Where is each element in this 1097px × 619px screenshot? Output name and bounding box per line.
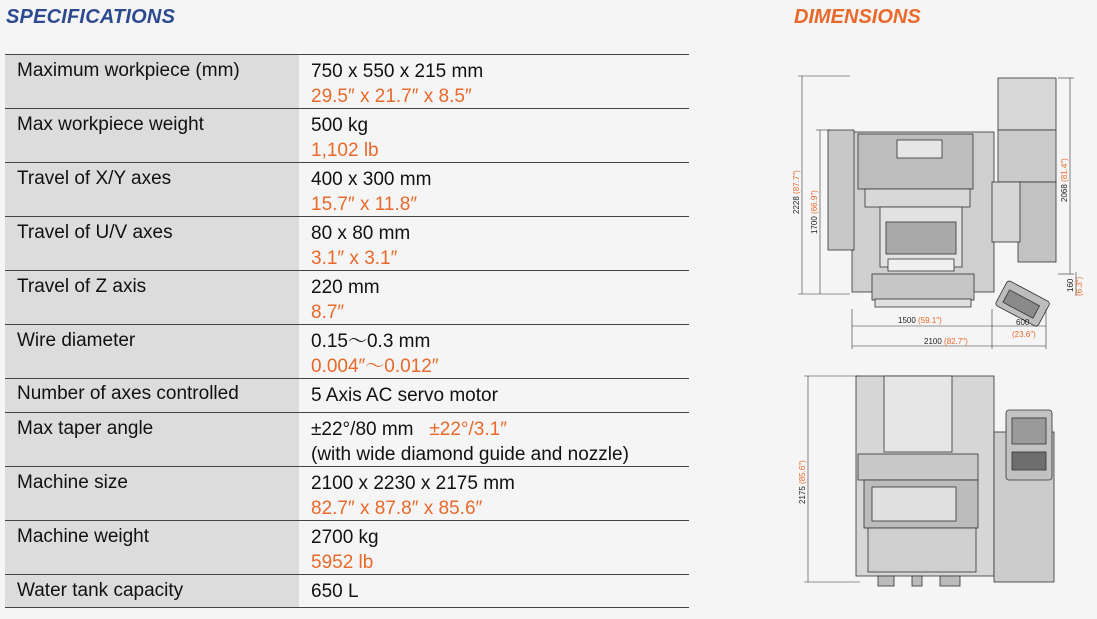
spec-value	[299, 163, 689, 216]
dimensions-title: DIMENSIONS	[794, 6, 921, 28]
table-row	[5, 521, 689, 575]
metric-value: 650 L	[311, 581, 359, 602]
spec-value	[299, 379, 689, 412]
metric-value: 750 x 550 x 215 mm	[311, 61, 484, 82]
metric-value: ±22°/80 mm	[311, 419, 414, 440]
spec-label: Machine size	[5, 467, 299, 520]
spec-value	[299, 413, 689, 466]
spec-value	[299, 467, 689, 520]
dim-height-body: 1700 (66.9″)	[810, 190, 819, 234]
metric-value: 220 mm	[311, 277, 380, 298]
imperial-value: 5952 lb	[311, 552, 374, 573]
specifications-title: SPECIFICATIONS	[6, 6, 176, 28]
imperial-value: 15.7″ x 11.8″	[311, 194, 418, 215]
machine-front-view-drawing	[780, 372, 1070, 592]
spec-value	[299, 325, 689, 378]
spec-label: Number of axes controlled	[5, 379, 299, 412]
dim-width-console-in: (23.6″)	[1012, 330, 1036, 339]
spec-label: Water tank capacity	[5, 575, 299, 607]
table-row	[5, 413, 689, 467]
table-row	[5, 325, 689, 379]
imperial-value: 8.7″	[311, 302, 345, 323]
table-row	[5, 217, 689, 271]
dim-height-right: 2068 (81.4″)	[1060, 158, 1069, 202]
metric-value: 0.15～0.3 mm	[311, 331, 431, 352]
spec-label: Max taper angle	[5, 413, 299, 466]
machine-top-view-drawing	[780, 74, 1084, 354]
spec-label: Maximum workpiece (mm)	[5, 55, 299, 108]
spec-label: Travel of U/V axes	[5, 217, 299, 270]
dim-width-total: 2100 (82.7″)	[924, 337, 968, 346]
spec-value	[299, 217, 689, 270]
imperial-value: ±22°/3.1″	[429, 419, 507, 440]
spec-value	[299, 575, 689, 607]
dim-front-height-total: 2175 (85.6″)	[798, 460, 807, 504]
table-row	[5, 575, 689, 608]
spec-table	[5, 54, 689, 608]
dim-height-total: 2228 (87.7″)	[792, 170, 801, 214]
spec-label: Wire diameter	[5, 325, 299, 378]
imperial-value: 29.5″ x 21.7″ x 8.5″	[311, 86, 472, 107]
metric-value: 5 Axis AC servo motor	[311, 385, 498, 406]
spec-value	[299, 521, 689, 574]
metric-value: 400 x 300 mm	[311, 169, 432, 190]
dim-height-small-in: (6.3″)	[1075, 276, 1084, 296]
spec-label: Max workpiece weight	[5, 109, 299, 162]
table-row	[5, 163, 689, 217]
table-row	[5, 271, 689, 325]
metric-value: 500 kg	[311, 115, 369, 136]
spec-label: Travel of Z axis	[5, 271, 299, 324]
imperial-value: 82.7″ x 87.8″ x 85.6″	[311, 498, 483, 519]
spec-value	[299, 109, 689, 162]
imperial-value: 3.1″ x 3.1″	[311, 248, 398, 269]
table-row	[5, 109, 689, 163]
imperial-value: 1,102 lb	[311, 140, 379, 161]
table-row	[5, 467, 689, 521]
table-row	[5, 379, 689, 413]
imperial-value: 0.004″～0.012″	[311, 356, 439, 377]
spec-note: (with wide diamond guide and nozzle)	[311, 444, 629, 465]
spec-value	[299, 55, 689, 108]
metric-value: 80 x 80 mm	[311, 223, 411, 244]
dim-height-small-mm: 160	[1066, 278, 1075, 292]
spec-label: Machine weight	[5, 521, 299, 574]
spec-value	[299, 271, 689, 324]
dim-width-body: 1500 (59.1″)	[898, 316, 942, 325]
metric-value: 2100 x 2230 x 2175 mm	[311, 473, 515, 494]
dim-width-console-mm: 600	[1016, 318, 1030, 327]
table-row	[5, 55, 689, 109]
metric-value: 2700 kg	[311, 527, 379, 548]
spec-label: Travel of X/Y axes	[5, 163, 299, 216]
